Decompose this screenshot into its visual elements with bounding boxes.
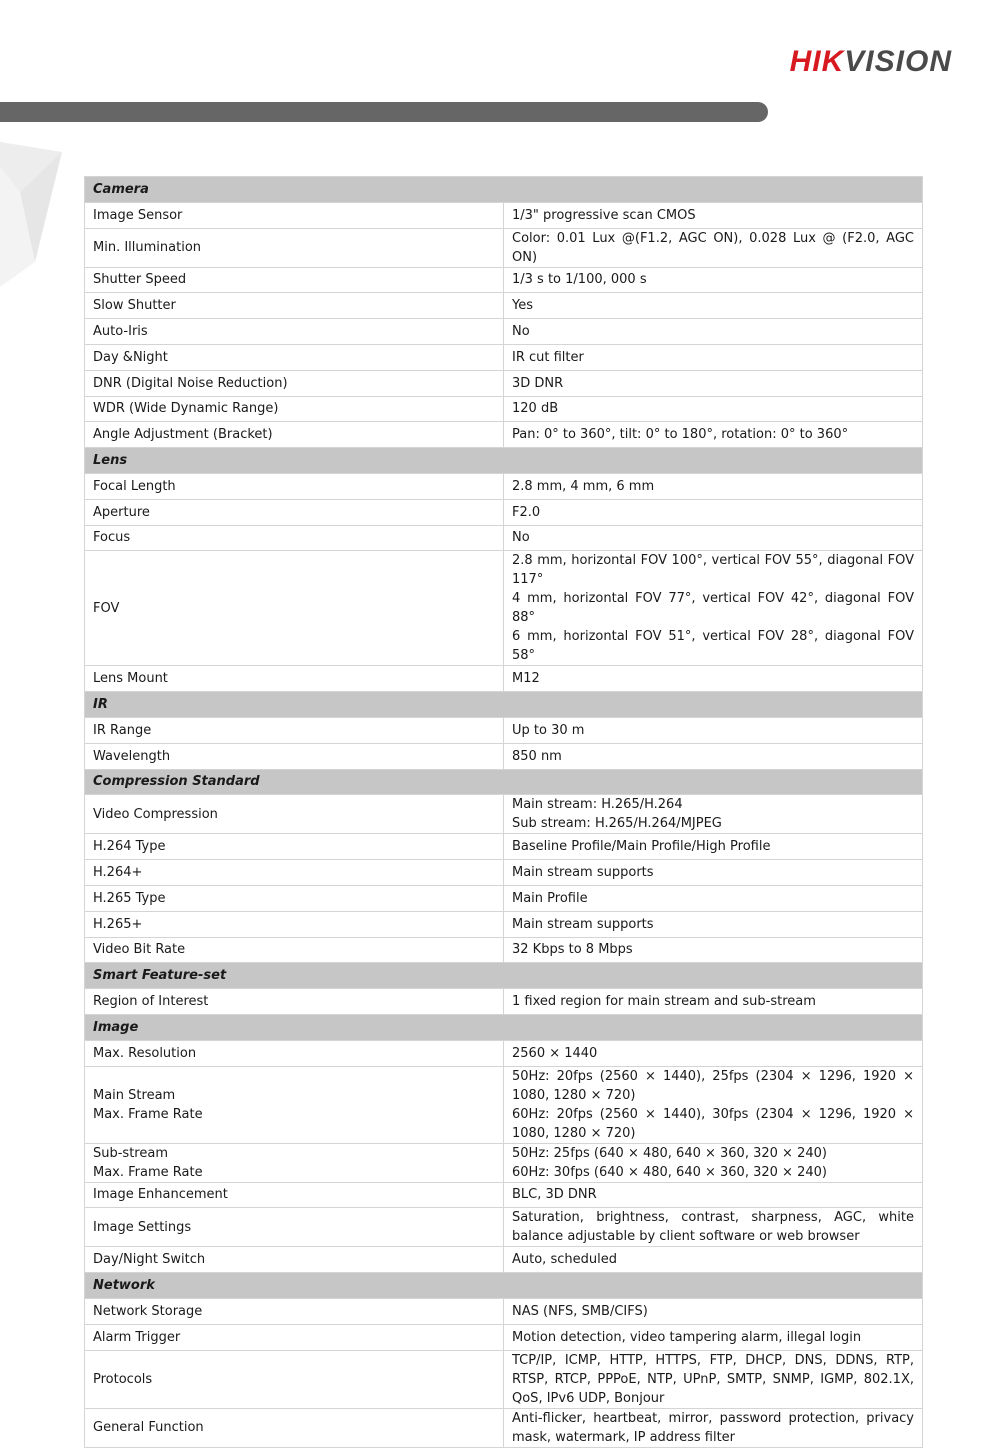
spec-label-cell (85, 1040, 504, 1066)
spec-value-cell (504, 525, 923, 551)
section-title: Network (85, 1273, 923, 1299)
spec-label-cell (85, 228, 504, 267)
spec-label: Alarm Trigger (93, 1329, 181, 1345)
spec-value: 850 nm (512, 748, 562, 764)
logo-vision: VISION (844, 45, 952, 78)
spec-value: Main Profile (512, 890, 588, 906)
spec-label: Video Bit Rate (93, 942, 186, 958)
spec-label-cell (85, 1143, 504, 1182)
spec-value-cell (504, 1324, 923, 1350)
spec-label: Slow Shutter (93, 298, 176, 314)
spec-row (85, 525, 923, 551)
section-header-row (85, 177, 923, 203)
spec-value-cell (504, 551, 923, 666)
spec-row (85, 422, 923, 448)
spec-value: 3D DNR (512, 375, 564, 391)
spec-label: H.265 Type (93, 890, 166, 906)
spec-value-cell (504, 717, 923, 743)
spec-label-cell (85, 344, 504, 370)
spec-row (85, 267, 923, 293)
spec-row (85, 202, 923, 228)
spec-value: NAS (NFS, SMB/CIFS) (512, 1303, 648, 1319)
spec-row (85, 319, 923, 345)
spec-value: No (512, 324, 530, 340)
spec-value: Color: 0.01 Lux @(F1.2, AGC ON), 0.028 Lux @ (F2.0, AGC ON) (512, 230, 914, 265)
logo-hik: HIK (789, 45, 845, 78)
spec-label-cell (85, 666, 504, 692)
spec-label: H.264 Type (93, 839, 166, 855)
spec-label: Region of Interest (93, 994, 209, 1010)
spec-row (85, 293, 923, 319)
header-band (0, 102, 768, 122)
spec-label: Image Settings (93, 1219, 192, 1235)
spec-row (85, 1350, 923, 1408)
spec-label-cell (85, 885, 504, 911)
spec-value: Yes (512, 298, 533, 314)
spec-value-cell (504, 267, 923, 293)
section-header-row (85, 769, 923, 795)
spec-label: Aperture (93, 504, 150, 520)
spec-value: Pan: 0° to 360°, tilt: 0° to 180°, rotation: 0° to 360° (512, 427, 849, 443)
spec-row (85, 1143, 923, 1182)
spec-value: 2.8 mm, horizontal FOV 100°, vertical FOV 55°, diagonal FOV 117° (512, 553, 914, 588)
spec-label-cell (85, 319, 504, 345)
spec-row (85, 396, 923, 422)
section-header-row (85, 963, 923, 989)
section-title: IR (85, 692, 923, 718)
spec-value-cell (504, 989, 923, 1015)
spec-value: Main stream supports (512, 916, 654, 932)
section-header-row (85, 1014, 923, 1040)
spec-label: Auto-Iris (93, 324, 148, 340)
spec-value-cell (504, 1143, 923, 1182)
spec-value-cell (504, 1247, 923, 1273)
spec-row (85, 666, 923, 692)
spec-label-cell (85, 1247, 504, 1273)
spec-value-cell (504, 1350, 923, 1408)
spec-row (85, 473, 923, 499)
spec-row (85, 860, 923, 886)
spec-value: IR cut filter (512, 349, 584, 365)
spec-label-cell (85, 551, 504, 666)
spec-value: Motion detection, video tampering alarm, illegal login (512, 1329, 862, 1345)
spec-label-cell (85, 422, 504, 448)
spec-label-cell (85, 202, 504, 228)
spec-label-cell (85, 1408, 504, 1447)
spec-label: Max. Frame Rate (93, 1164, 203, 1180)
spec-row (85, 1040, 923, 1066)
spec-label: Max. Frame Rate (93, 1106, 203, 1122)
section-header-row (85, 1273, 923, 1299)
spec-value-cell (504, 228, 923, 267)
spec-value: Anti-flicker, heartbeat, mirror, password protection, privacy mask, watermark, IP address filter (512, 1410, 914, 1445)
spec-value-cell (504, 834, 923, 860)
spec-value: 1 fixed region for main stream and sub-stream (512, 994, 816, 1010)
spec-value: BLC, 3D DNR (512, 1187, 597, 1203)
spec-label-cell (85, 1324, 504, 1350)
spec-value-cell (504, 1040, 923, 1066)
spec-label-cell (85, 743, 504, 769)
spec-label: Protocols (93, 1371, 153, 1387)
spec-value: Saturation, brightness, contrast, sharpness, AGC, white balance adjustable by client software or web browser (512, 1210, 914, 1245)
section-title: Smart Feature-set (85, 963, 923, 989)
spec-label: Wavelength (93, 748, 171, 764)
spec-label-cell (85, 717, 504, 743)
spec-row (85, 370, 923, 396)
spec-label: Main Stream (93, 1087, 176, 1103)
spec-value: Up to 30 m (512, 722, 585, 738)
spec-value: M12 (512, 671, 540, 687)
spec-row (85, 743, 923, 769)
spec-value-cell (504, 1408, 923, 1447)
spec-value: TCP/IP, ICMP, HTTP, HTTPS, FTP, DHCP, DNS, DDNS, RTP, RTSP, RTCP, PPPoE, NTP, UPnP, SMTP, SNMP, IGMP, 802.1X, QoS, IPv6 UDP, Bonjour (512, 1352, 914, 1406)
spec-value: 60Hz: 30fps (640 × 480, 640 × 360, 320 × 240) (512, 1164, 827, 1180)
spec-label: Image Enhancement (93, 1187, 228, 1203)
spec-row (85, 228, 923, 267)
spec-row (85, 1066, 923, 1143)
spec-row (85, 911, 923, 937)
spec-row (85, 499, 923, 525)
spec-value-cell (504, 344, 923, 370)
spec-row (85, 885, 923, 911)
spec-row (85, 344, 923, 370)
spec-value-cell (504, 396, 923, 422)
spec-label: Focus (93, 530, 131, 546)
spec-table-body (85, 177, 923, 1448)
spec-value: 4 mm, horizontal FOV 77°, vertical FOV 42°, diagonal FOV 88° (512, 591, 914, 626)
spec-label-cell (85, 911, 504, 937)
spec-row (85, 717, 923, 743)
spec-label-cell (85, 795, 504, 834)
spec-value: 1/3 s to 1/100, 000 s (512, 272, 647, 288)
spec-label: FOV (93, 600, 120, 616)
spec-table (84, 176, 923, 1448)
spec-row (85, 1408, 923, 1447)
spec-row (85, 795, 923, 834)
spec-value-cell (504, 885, 923, 911)
spec-value: 60Hz: 20fps (2560 × 1440), 30fps (2304 × 1296, 1920 × 1080, 1280 × 720) (512, 1106, 914, 1141)
spec-row (85, 834, 923, 860)
section-title: Compression Standard (85, 769, 923, 795)
spec-value-cell (504, 473, 923, 499)
spec-label: Focal Length (93, 478, 176, 494)
hikvision-logo (790, 44, 952, 80)
spec-label-cell (85, 370, 504, 396)
spec-label-cell (85, 525, 504, 551)
spec-row (85, 989, 923, 1015)
spec-value-cell (504, 911, 923, 937)
spec-value: Auto, scheduled (512, 1252, 617, 1268)
spec-row (85, 937, 923, 963)
spec-label: Day &Night (93, 349, 168, 365)
spec-value-cell (504, 666, 923, 692)
spec-row (85, 1208, 923, 1247)
spec-label-cell (85, 499, 504, 525)
spec-label-cell (85, 1350, 504, 1408)
spec-label-cell (85, 267, 504, 293)
section-title: Image (85, 1014, 923, 1040)
spec-value-cell (504, 202, 923, 228)
spec-row (85, 551, 923, 666)
spec-value: 6 mm, horizontal FOV 51°, vertical FOV 28°, diagonal FOV 58° (512, 629, 914, 664)
spec-value-cell (504, 795, 923, 834)
spec-label: Network Storage (93, 1303, 203, 1319)
spec-value: 120 dB (512, 401, 559, 417)
spec-label: Min. Illumination (93, 240, 202, 256)
spec-value: Main stream: H.265/H.264 (512, 797, 683, 813)
spec-label-cell (85, 860, 504, 886)
spec-label: Max. Resolution (93, 1045, 197, 1061)
spec-value-cell (504, 1066, 923, 1143)
spec-label: Video Compression (93, 806, 218, 822)
spec-label: Lens Mount (93, 671, 168, 687)
spec-value: Sub stream: H.265/H.264/MJPEG (512, 816, 722, 832)
spec-row (85, 1298, 923, 1324)
spec-label-cell (85, 937, 504, 963)
spec-value-cell (504, 1208, 923, 1247)
spec-value-cell (504, 937, 923, 963)
spec-value: Main stream supports (512, 865, 654, 881)
spec-value-cell (504, 319, 923, 345)
spec-row (85, 1247, 923, 1273)
section-title: Lens (85, 448, 923, 474)
spec-value: Baseline Profile/Main Profile/High Profile (512, 839, 771, 855)
spec-label: Angle Adjustment (Bracket) (93, 427, 273, 443)
spec-value-cell (504, 422, 923, 448)
spec-label-cell (85, 1298, 504, 1324)
spec-value: 2560 × 1440 (512, 1045, 598, 1061)
spec-value-cell (504, 370, 923, 396)
spec-label: H.265+ (93, 916, 143, 932)
spec-label-cell (85, 1208, 504, 1247)
decorative-star-shape (0, 122, 70, 292)
spec-value-cell (504, 860, 923, 886)
spec-label: Day/Night Switch (93, 1252, 206, 1268)
spec-label-cell (85, 1066, 504, 1143)
spec-row (85, 1324, 923, 1350)
spec-value: 50Hz: 20fps (2560 × 1440), 25fps (2304 × 1296, 1920 × 1080, 1280 × 720) (512, 1068, 914, 1103)
spec-value: 2.8 mm, 4 mm, 6 mm (512, 478, 655, 494)
spec-label: WDR (Wide Dynamic Range) (93, 401, 279, 417)
spec-label: Shutter Speed (93, 272, 187, 288)
spec-label: General Function (93, 1420, 204, 1435)
spec-label-cell (85, 473, 504, 499)
spec-value: F2.0 (512, 504, 541, 520)
spec-row (85, 1182, 923, 1208)
spec-label: Sub-stream (93, 1145, 168, 1161)
spec-label: IR Range (93, 722, 152, 738)
spec-value-cell (504, 1182, 923, 1208)
spec-value: 32 Kbps to 8 Mbps (512, 942, 633, 958)
spec-label-cell (85, 293, 504, 319)
spec-value-cell (504, 499, 923, 525)
spec-label-cell (85, 396, 504, 422)
spec-label: DNR (Digital Noise Reduction) (93, 375, 288, 391)
spec-value: 1/3" progressive scan CMOS (512, 207, 696, 223)
spec-label: H.264+ (93, 865, 143, 881)
spec-label-cell (85, 834, 504, 860)
spec-value: No (512, 530, 530, 546)
spec-value-cell (504, 293, 923, 319)
spec-label-cell (85, 989, 504, 1015)
spec-value-cell (504, 1298, 923, 1324)
section-title: Camera (85, 177, 923, 203)
spec-value: 50Hz: 25fps (640 × 480, 640 × 360, 320 × 240) (512, 1145, 827, 1161)
section-header-row (85, 692, 923, 718)
spec-value-cell (504, 743, 923, 769)
section-header-row (85, 448, 923, 474)
spec-label: Image Sensor (93, 207, 183, 223)
spec-label-cell (85, 1182, 504, 1208)
